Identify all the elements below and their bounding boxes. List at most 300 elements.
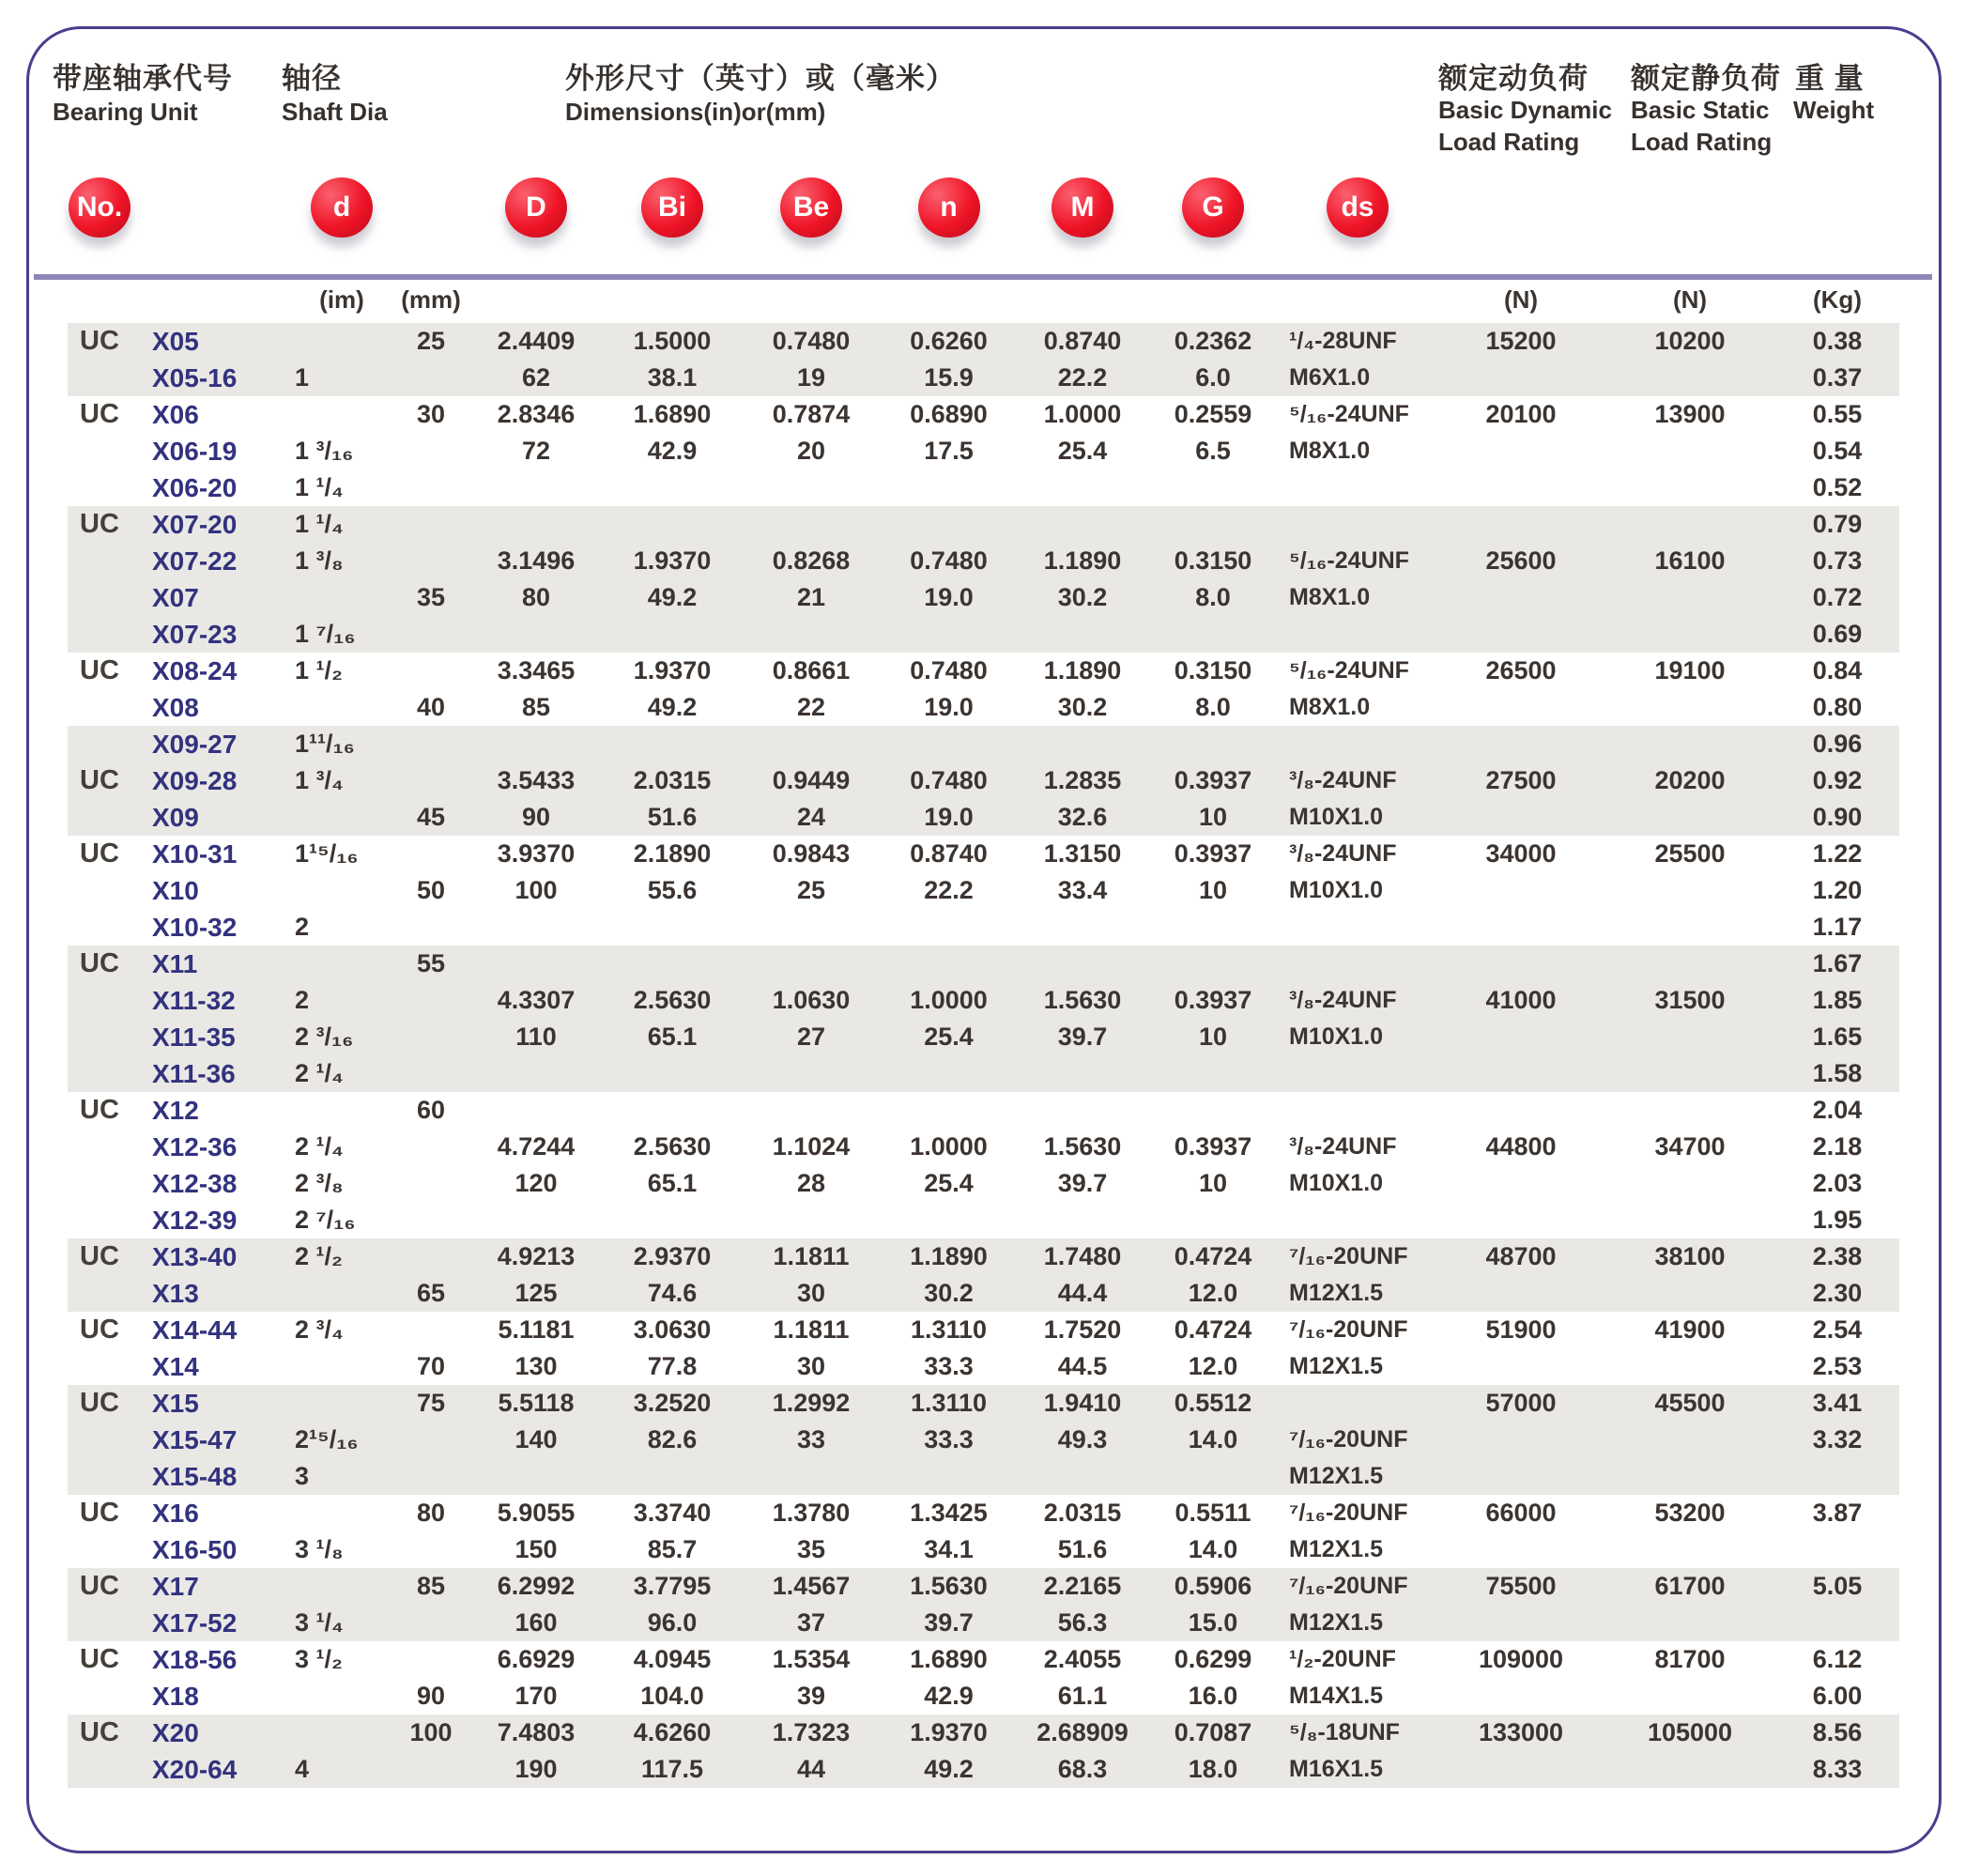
- dim-n: 0.7480: [910, 656, 988, 684]
- dim-n: 1.9370: [881, 1715, 1017, 1751]
- table-row: [68, 1202, 1899, 1238]
- dim-D: 130: [514, 1352, 558, 1380]
- dim-G: 0.4724: [1148, 1238, 1278, 1275]
- table-row: [68, 1348, 1899, 1385]
- shaft-dia-mm: [392, 726, 469, 762]
- dim-M: [1017, 1092, 1148, 1129]
- thread-ds: [1278, 1092, 1437, 1129]
- dim-Bi: 2.5630: [633, 1132, 712, 1161]
- shaft-dia-in: [291, 799, 392, 836]
- dim-M: 39.7: [1057, 1169, 1108, 1197]
- dimensions-title-en: Dimensions(in)or(mm): [565, 98, 826, 126]
- static-load-value: [1604, 469, 1775, 506]
- shaft-dia-mm: [392, 1605, 469, 1641]
- dim-G: 16.0: [1188, 1682, 1238, 1710]
- dim-n: 39.7: [881, 1605, 1017, 1641]
- dynamic-load-value: 15200: [1437, 323, 1604, 360]
- uc-prefix: [68, 1055, 131, 1092]
- dim-G: 6.0: [1148, 360, 1278, 396]
- thread-ds: ³/₈-24UNF: [1289, 1133, 1397, 1160]
- bearing-unit-title-zh: 带座轴承代号: [53, 62, 233, 95]
- model-code: X06-20: [152, 472, 238, 502]
- uc-prefix: [68, 1129, 131, 1165]
- badge-cell: [1148, 139, 1278, 276]
- dim-Be: [742, 616, 881, 653]
- uc-prefix: [68, 909, 131, 946]
- dynamic-load-value: [1437, 1678, 1604, 1715]
- table-row: [68, 946, 1899, 982]
- table-row: [68, 1238, 1899, 1275]
- dim-n: 19.0: [924, 693, 974, 721]
- thread-ds: ⁵/₈-18UNF: [1278, 1715, 1437, 1751]
- shaft-dia-mm: 80: [416, 1499, 446, 1527]
- model-code: X07-20: [131, 506, 291, 543]
- dim-n: 15.9: [881, 360, 1017, 396]
- dim-Bi: [603, 1055, 742, 1092]
- dynamic-load-value: 41000: [1437, 982, 1604, 1019]
- shaft-dia-mm: 40: [416, 693, 446, 721]
- weight-value: 0.69: [1775, 616, 1899, 653]
- unit-label: (im): [319, 284, 364, 314]
- dim-Bi: 49.2: [603, 579, 742, 616]
- table-row: [68, 1678, 1899, 1715]
- dim-n: [881, 726, 1017, 762]
- dim-D: 190: [469, 1751, 603, 1788]
- dim-G: [1148, 616, 1278, 653]
- shaft-dia-in: [291, 1385, 392, 1422]
- dim-Bi: 4.6260: [603, 1715, 742, 1751]
- shaft-dia-in: 1 ³/₄: [291, 762, 392, 799]
- shaft-dia-in: 3 ¹/₄: [291, 1605, 392, 1641]
- uc-prefix: [68, 1422, 131, 1458]
- dim-n: 22.2: [924, 876, 974, 904]
- shaft-dia-in: [291, 1568, 392, 1605]
- dim-M: 68.3: [1017, 1751, 1148, 1788]
- dim-n: 1.5630: [881, 1568, 1017, 1605]
- dim-Be: [742, 1202, 881, 1238]
- table-row: [68, 1019, 1899, 1055]
- dim-G: 10: [1198, 876, 1228, 904]
- static-load-value: 41900: [1654, 1315, 1726, 1344]
- dim-G: [1148, 946, 1278, 982]
- shaft-dia-mm: [392, 909, 469, 946]
- dim-Bi: 2.5630: [603, 982, 742, 1019]
- table-row: [68, 1092, 1899, 1129]
- dim-n: [881, 469, 1017, 506]
- dim-Be: 1.4567: [742, 1568, 881, 1605]
- badge-cell: [603, 139, 742, 276]
- dim-D: [469, 726, 603, 762]
- dim-G: 0.3150: [1174, 656, 1252, 684]
- dim-M: [1017, 726, 1148, 762]
- uc-prefix: [68, 799, 131, 836]
- dim-M: 1.1890: [1017, 543, 1148, 579]
- shaft-dia-in: [291, 323, 392, 360]
- shaft-dia-in: 2 ¹/₄: [291, 1055, 392, 1092]
- shaft-dia-in: 2 ³/₈: [295, 1169, 344, 1197]
- thread-ds: M12X1.5: [1278, 1275, 1437, 1312]
- badge-cell-empty: [1437, 139, 1604, 276]
- dim-Be: 39: [796, 1682, 826, 1710]
- static-load-value: [1604, 579, 1775, 616]
- dim-G: 12.0: [1148, 1275, 1278, 1312]
- uc-prefix: [68, 982, 131, 1019]
- shaft-dia-in: [291, 1495, 392, 1531]
- dim-n: 30.2: [881, 1275, 1017, 1312]
- dim-Bi: 65.1: [647, 1169, 698, 1197]
- dim-Bi: 1.9370: [603, 543, 742, 579]
- dynamic-load-value: 57000: [1437, 1385, 1604, 1422]
- shaft-dia-in: [291, 1678, 392, 1715]
- dim-G: [1148, 506, 1278, 543]
- dim-n: 17.5: [924, 437, 974, 465]
- table-row: [68, 836, 1899, 872]
- weight-value: 1.17: [1812, 913, 1863, 941]
- model-code: X08-24: [152, 655, 238, 685]
- uc-prefix: UC: [80, 1315, 119, 1345]
- badge-cell: [742, 139, 881, 276]
- shaft-dia-in: 2 ⁷/₁₆: [295, 1206, 356, 1234]
- dim-G: 0.5511: [1174, 1499, 1251, 1527]
- unit-label-empty: [68, 276, 131, 323]
- dim-D: 4.3307: [469, 982, 603, 1019]
- static-load-value: 34700: [1654, 1132, 1726, 1161]
- model-code: X15: [131, 1385, 291, 1422]
- dim-Bi: 3.7795: [603, 1568, 742, 1605]
- dim-Bi: 1.6890: [633, 400, 712, 428]
- dim-Bi: 77.8: [647, 1352, 698, 1380]
- dim-Bi: [603, 909, 742, 946]
- table-row: [68, 433, 1899, 469]
- model-code: X14: [152, 1351, 199, 1381]
- model-code: X18-56: [152, 1644, 238, 1674]
- dim-Bi: 2.1890: [633, 839, 712, 868]
- shaft-dia-mm: [392, 1531, 469, 1568]
- dim-n: 1.6890: [910, 1645, 988, 1673]
- unit-label-empty: [1278, 276, 1437, 323]
- dim-D: 120: [514, 1169, 558, 1197]
- badge-cell-empty: [131, 139, 291, 276]
- static-load-value: [1604, 1458, 1775, 1495]
- unit-label-empty: [131, 276, 291, 323]
- dim-Bi: [603, 1458, 742, 1495]
- dynamic-load-value: [1437, 1165, 1604, 1202]
- dim-G: 0.2362: [1148, 323, 1278, 360]
- model-code: X13-40: [131, 1238, 291, 1275]
- dim-D: 5.5118: [469, 1385, 603, 1422]
- shaft-dia-in: 1 ¹/₄: [295, 473, 344, 501]
- dim-Bi: [603, 1092, 742, 1129]
- dim-n: 34.1: [924, 1535, 974, 1563]
- dim-G: 0.7087: [1148, 1715, 1278, 1751]
- dim-D: 170: [514, 1682, 558, 1710]
- dim-D: [469, 909, 603, 946]
- dim-n: 1.1890: [881, 1238, 1017, 1275]
- dim-D: 3.9370: [497, 839, 576, 868]
- table-row: [68, 543, 1899, 579]
- dim-Bi: 2.9370: [603, 1238, 742, 1275]
- dim-M: 2.4055: [1043, 1645, 1122, 1673]
- weight-value: 0.73: [1775, 543, 1899, 579]
- dim-Bi: 42.9: [647, 437, 698, 465]
- static-load-value: [1604, 1422, 1775, 1458]
- weight-value: 2.54: [1812, 1315, 1863, 1344]
- dim-Bi: 65.1: [603, 1019, 742, 1055]
- dim-D: [469, 506, 603, 543]
- shaft-dia-mm: 25: [392, 323, 469, 360]
- weight-value: 0.37: [1775, 360, 1899, 396]
- static-load-value: [1604, 616, 1775, 653]
- badge-m: M: [1052, 177, 1113, 238]
- dim-Be: 30: [742, 1275, 881, 1312]
- dynamic-load-value: 66000: [1485, 1499, 1557, 1527]
- weight-value: [1775, 1605, 1899, 1641]
- dim-n: 0.6890: [910, 400, 988, 428]
- table-row: [68, 762, 1899, 799]
- shaft-dia-in: 3 ¹/₈: [295, 1535, 344, 1563]
- shaft-dia-mm: 60: [416, 1096, 446, 1124]
- dim-n: 33.3: [924, 1352, 974, 1380]
- thread-ds: M12X1.5: [1278, 1458, 1437, 1495]
- shaft-dia-mm: [392, 1165, 469, 1202]
- dynamic-load-value: [1437, 689, 1604, 726]
- dim-n: [881, 616, 1017, 653]
- shaft-dia-mm: [392, 1422, 469, 1458]
- dim-D: 80: [469, 579, 603, 616]
- shaft-dia-mm: [392, 1202, 469, 1238]
- model-code: X10-31: [152, 838, 238, 869]
- dim-Be: [742, 1458, 881, 1495]
- dim-D: 3.5433: [469, 762, 603, 799]
- dim-M: 1.0000: [1043, 400, 1122, 428]
- model-code: X06: [152, 399, 199, 429]
- dim-Bi: [603, 469, 742, 506]
- model-code: X11-35: [131, 1019, 291, 1055]
- model-code: X17: [131, 1568, 291, 1605]
- badge-ds: ds: [1327, 177, 1389, 238]
- uc-prefix: [68, 1458, 131, 1495]
- table-row: [68, 323, 1899, 360]
- dim-n: [881, 1055, 1017, 1092]
- shaft-dia-in: 1 ⁷/₁₆: [291, 616, 392, 653]
- uc-prefix: UC: [80, 1644, 119, 1674]
- shaft-dia-in: [291, 872, 392, 909]
- column-badge-row: [68, 139, 1899, 276]
- dim-Be: 30: [796, 1352, 826, 1380]
- dim-Be: 1.7323: [742, 1715, 881, 1751]
- shaft-dia-in: 3: [291, 1458, 392, 1495]
- dynamic-load-value: [1437, 872, 1604, 909]
- dim-D: 140: [469, 1422, 603, 1458]
- model-code: X12-36: [152, 1131, 238, 1161]
- dim-n: 1.0000: [910, 1132, 988, 1161]
- badge-cell: [291, 139, 392, 276]
- uc-prefix: [68, 616, 131, 653]
- weight-value: 2.03: [1812, 1169, 1863, 1197]
- shaft-dia-in: 2 ¹/₂: [291, 1238, 392, 1275]
- dim-M: [1017, 909, 1148, 946]
- static-load-value: 105000: [1604, 1715, 1775, 1751]
- unit-label-empty: [469, 276, 603, 323]
- thread-ds: [1278, 1055, 1437, 1092]
- uc-prefix: [68, 1751, 131, 1788]
- dim-G: [1148, 1055, 1278, 1092]
- dim-M: [1017, 1202, 1148, 1238]
- dim-G: [1148, 1458, 1278, 1495]
- static-load-value: [1604, 946, 1775, 982]
- dim-Be: 28: [796, 1169, 826, 1197]
- shaft-dia-in: 1 ¹/₄: [291, 506, 392, 543]
- table-row: [68, 1641, 1899, 1678]
- shaft-dia-mm: [392, 1055, 469, 1092]
- shaft-dia-mm: [392, 360, 469, 396]
- badge-cell: [881, 139, 1017, 276]
- model-code: X15-47: [131, 1422, 291, 1458]
- static-load-title-en2: Load Rating: [1631, 128, 1773, 156]
- dynamic-load-value: 25600: [1437, 543, 1604, 579]
- dim-G: 8.0: [1148, 579, 1278, 616]
- table-row: [68, 1275, 1899, 1312]
- dim-G: 10: [1198, 1169, 1228, 1197]
- dim-D: 85: [521, 693, 551, 721]
- thread-ds: M16X1.5: [1278, 1751, 1437, 1788]
- shaft-dia-in: [291, 579, 392, 616]
- thread-ds: ¹/₂-20UNF: [1289, 1646, 1396, 1672]
- badge-cell-empty: [392, 139, 469, 276]
- static-load-title-zh: 额定静负荷: [1631, 62, 1781, 95]
- badge-cell: [469, 139, 603, 276]
- dim-D: 6.6929: [497, 1645, 576, 1673]
- weight-value: 6.00: [1812, 1682, 1863, 1710]
- dynamic-load-value: [1437, 1348, 1604, 1385]
- static-load-value: [1604, 1092, 1775, 1129]
- dim-M: 2.2165: [1017, 1568, 1148, 1605]
- thread-ds: [1278, 726, 1437, 762]
- dim-n: 1.3110: [910, 1315, 988, 1344]
- unit-label-empty: [1017, 276, 1148, 323]
- table-row: [68, 1385, 1899, 1422]
- static-load-value: 61700: [1604, 1568, 1775, 1605]
- dynamic-load-title-en1: Basic Dynamic: [1438, 96, 1612, 124]
- uc-prefix: UC: [68, 1568, 131, 1605]
- dim-G: 0.3937: [1174, 1132, 1252, 1161]
- dynamic-load-value: 20100: [1485, 400, 1557, 428]
- dim-Bi: 74.6: [603, 1275, 742, 1312]
- shaft-dia-mm: [392, 1641, 469, 1678]
- thread-ds: M14X1.5: [1289, 1683, 1384, 1709]
- model-code: X08: [152, 692, 199, 722]
- dim-Be: 25: [796, 876, 826, 904]
- model-code: X10: [152, 875, 199, 905]
- shaft-dia-mm: [392, 506, 469, 543]
- model-code: X12-38: [152, 1168, 238, 1198]
- dim-M: 39.7: [1017, 1019, 1148, 1055]
- table-row: [68, 1568, 1899, 1605]
- dim-G: 8.0: [1195, 693, 1231, 721]
- dynamic-load-value: [1437, 1019, 1604, 1055]
- thread-ds: M8X1.0: [1289, 694, 1371, 720]
- dim-Bi: 117.5: [603, 1751, 742, 1788]
- shaft-dia-mm: [392, 653, 469, 689]
- dim-Be: 22: [796, 693, 826, 721]
- shaft-dia-in: 1: [291, 360, 392, 396]
- thread-ds: ⁷/₁₆-20UNF: [1278, 1422, 1437, 1458]
- thread-ds: M12X1.5: [1289, 1353, 1384, 1379]
- badge-cell: [68, 139, 131, 276]
- dim-Be: 1.5354: [772, 1645, 851, 1673]
- dim-M: 1.3150: [1043, 839, 1122, 868]
- static-load-value: 20200: [1604, 762, 1775, 799]
- static-load-value: [1604, 726, 1775, 762]
- weight-value: 2.53: [1812, 1352, 1863, 1380]
- weight-title-en: Weight: [1793, 96, 1875, 124]
- dim-D: 3.3465: [497, 656, 576, 684]
- dynamic-load-value: 34000: [1485, 839, 1557, 868]
- shaft-dia-in: 1 ¹/₂: [295, 656, 344, 684]
- dim-n: [881, 1092, 1017, 1129]
- dim-Be: [742, 1055, 881, 1092]
- model-code: X09-28: [131, 762, 291, 799]
- unit-label: (N): [1672, 284, 1708, 314]
- dim-D: 62: [469, 360, 603, 396]
- dim-D: 3.1496: [469, 543, 603, 579]
- thread-ds: M6X1.0: [1278, 360, 1437, 396]
- dim-D: 2.4409: [469, 323, 603, 360]
- dynamic-load-title-zh: 额定动负荷: [1438, 62, 1589, 95]
- dim-Be: 1.1024: [772, 1132, 851, 1161]
- shaft-dia-mm: [392, 762, 469, 799]
- uc-prefix: UC: [68, 946, 131, 982]
- model-code: X06-19: [152, 436, 238, 466]
- table-row: [68, 1458, 1899, 1495]
- dim-n: 0.8740: [910, 839, 988, 868]
- dim-D: 4.9213: [469, 1238, 603, 1275]
- dim-M: 1.1890: [1043, 656, 1122, 684]
- shaft-dia-mm: 85: [392, 1568, 469, 1605]
- dim-n: 1.3110: [881, 1385, 1017, 1422]
- table-row: [68, 1055, 1899, 1092]
- thread-ds: [1278, 909, 1437, 946]
- dim-Bi: [603, 506, 742, 543]
- model-code: X07-22: [131, 543, 291, 579]
- dim-G: 0.3150: [1148, 543, 1278, 579]
- weight-value: 0.92: [1775, 762, 1899, 799]
- static-load-value: [1604, 872, 1775, 909]
- model-code: X09: [131, 799, 291, 836]
- uc-prefix: UC: [80, 655, 119, 685]
- table-row: [68, 872, 1899, 909]
- dim-D: [469, 946, 603, 982]
- model-code: X20-64: [131, 1751, 291, 1788]
- dim-n: 19.0: [881, 579, 1017, 616]
- dim-Be: 0.8268: [742, 543, 881, 579]
- shaft-dia-mm: [392, 836, 469, 872]
- table-row: [68, 1495, 1899, 1531]
- uc-prefix: [68, 1165, 131, 1202]
- dim-Bi: 3.2520: [603, 1385, 742, 1422]
- uc-prefix: [68, 689, 131, 726]
- dim-M: 25.4: [1057, 437, 1108, 465]
- table-row: [68, 1165, 1899, 1202]
- dimensions-title-zh: 外形尺寸（英寸）或（毫米）: [565, 62, 956, 95]
- static-load-value: 10200: [1604, 323, 1775, 360]
- dynamic-load-value: 109000: [1478, 1645, 1564, 1673]
- weight-value: 1.22: [1812, 839, 1863, 868]
- dynamic-load-value: [1437, 1055, 1604, 1092]
- dim-D: 5.1181: [498, 1315, 575, 1344]
- model-code: X20: [131, 1715, 291, 1751]
- uc-prefix: [68, 1019, 131, 1055]
